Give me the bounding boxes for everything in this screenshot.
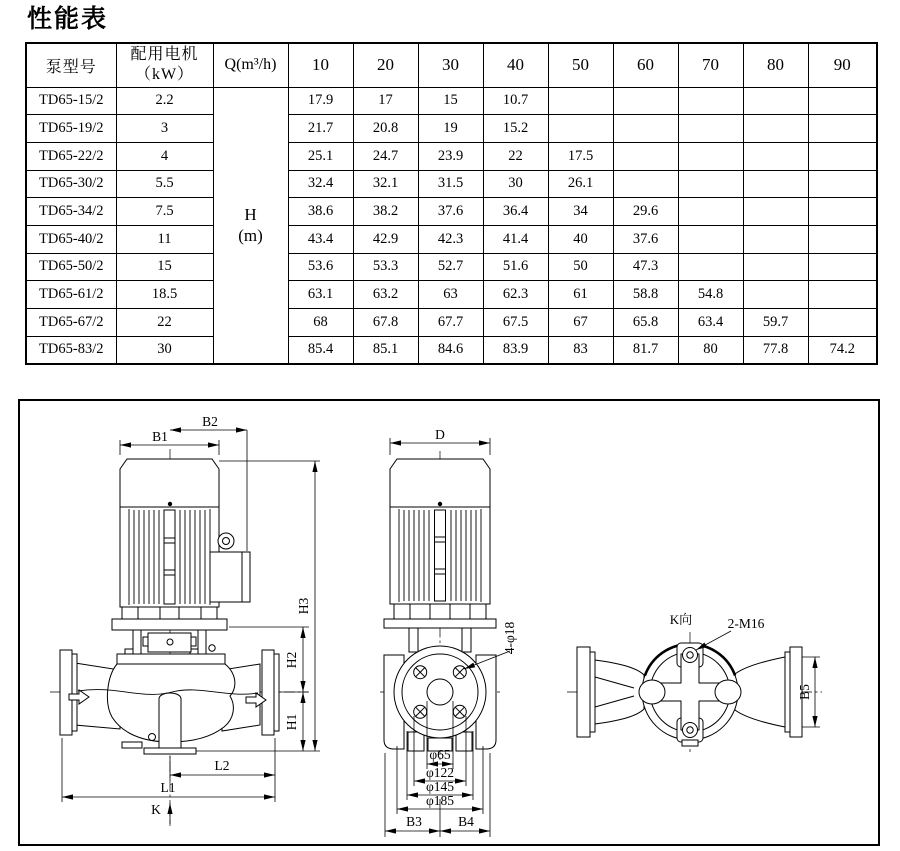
cell-power: 22 [116, 309, 213, 337]
cell-value [613, 115, 678, 143]
head-symbol: H [244, 204, 257, 224]
table-row [26, 115, 877, 143]
drain-plug [149, 734, 156, 741]
front-view [380, 427, 517, 837]
stool-column [133, 630, 141, 654]
col-header-q70: 70 [678, 43, 743, 87]
cell-model: TD65-67/2 [26, 309, 116, 337]
cell-model: TD65-83/2 [26, 336, 116, 364]
cell-value [808, 115, 877, 143]
cell-model: TD65-34/2 [26, 198, 116, 226]
dim-label-b4: B4 [458, 814, 474, 829]
dim-label-phi185: φ185 [425, 793, 455, 808]
cell-value: 85.4 [288, 336, 353, 364]
motor-center-channel [164, 510, 175, 604]
cell-value: 62.3 [483, 281, 548, 309]
cell-value [743, 225, 808, 253]
cell-value [743, 198, 808, 226]
cell-value: 40 [548, 225, 613, 253]
dimension-drawing-panel [18, 399, 880, 846]
table-row [26, 87, 877, 115]
cell-value: 43.4 [288, 225, 353, 253]
col-header-q60: 60 [613, 43, 678, 87]
head-unit: (m) [238, 226, 263, 246]
cell-value: 30 [483, 170, 548, 198]
cell-value [743, 115, 808, 143]
cell-value: 20.8 [353, 115, 418, 143]
cell-value: 83 [548, 336, 613, 364]
dim-label-l2: L2 [214, 758, 230, 773]
cell-power: 11 [116, 225, 213, 253]
stool-column [462, 628, 471, 652]
cell-value: 53.3 [353, 253, 418, 281]
discharge-flange [262, 650, 274, 735]
table-header-row [26, 43, 877, 87]
table-row [26, 198, 877, 226]
cell-value: 25.1 [288, 142, 353, 170]
col-header-q90: 90 [808, 43, 877, 87]
m16-leader [696, 631, 731, 650]
cell-value [808, 170, 877, 198]
cell-value: 67 [548, 309, 613, 337]
cell-value: 17 [353, 87, 418, 115]
cell-value [678, 115, 743, 143]
cell-value: 67.5 [483, 309, 548, 337]
cell-value [743, 281, 808, 309]
cell-value: 29.6 [613, 198, 678, 226]
cell-value [743, 253, 808, 281]
cell-value: 19 [418, 115, 483, 143]
cell-value [548, 87, 613, 115]
dim-label-d: D [435, 427, 445, 442]
cell-value: 67.7 [418, 309, 483, 337]
cell-power: 15 [116, 253, 213, 281]
casing-leg [408, 732, 424, 751]
cell-value: 63.2 [353, 281, 418, 309]
col-header-flow: Q(m³/h) [213, 43, 288, 87]
cell-value: 38.2 [353, 198, 418, 226]
cell-value: 63.4 [678, 309, 743, 337]
cell-value: 36.4 [483, 198, 548, 226]
cell-value [808, 309, 877, 337]
cell-value [678, 142, 743, 170]
table-row [26, 142, 877, 170]
dim-label-b1: B1 [152, 429, 168, 444]
cell-model: TD65-15/2 [26, 87, 116, 115]
motor-foot [470, 604, 486, 619]
motor-foot [394, 604, 410, 619]
col-header-q50: 50 [548, 43, 613, 87]
cell-value: 77.8 [743, 336, 808, 364]
cell-value [808, 142, 877, 170]
cell-value [678, 253, 743, 281]
table-row [26, 253, 877, 281]
cell-value: 67.8 [353, 309, 418, 337]
terminal-box [210, 552, 250, 602]
cell-value: 42.3 [418, 225, 483, 253]
k-direction-view [567, 612, 822, 752]
cell-value: 24.7 [353, 142, 418, 170]
pump-drawing [20, 401, 878, 844]
cell-value: 68 [288, 309, 353, 337]
view-arrow-label-k: K [151, 802, 161, 817]
col-header-motor [116, 43, 213, 87]
cell-value: 37.6 [418, 198, 483, 226]
cell-value: 41.4 [483, 225, 548, 253]
motor-foot [201, 607, 217, 619]
cell-value [678, 170, 743, 198]
shaft-center-mark [438, 502, 442, 506]
page-title: 性能表 [27, 5, 109, 33]
rib-end-right [715, 680, 741, 704]
coupling-bolt [167, 639, 173, 645]
dim-label-phi122: φ122 [425, 765, 455, 780]
cell-value: 37.6 [613, 225, 678, 253]
dim-label-bolt-holes: 4-φ18 [502, 621, 517, 655]
cell-model: TD65-30/2 [26, 170, 116, 198]
cell-value: 34 [548, 198, 613, 226]
cell-value [808, 253, 877, 281]
stool-bolt [143, 637, 148, 646]
cell-value: 84.6 [418, 336, 483, 364]
cell-value: 81.7 [613, 336, 678, 364]
cell-value [613, 170, 678, 198]
cell-value: 58.8 [613, 281, 678, 309]
cell-value [678, 198, 743, 226]
casing-leg [456, 732, 472, 751]
stool-bolt [191, 637, 196, 646]
motor-fan-cover [120, 459, 219, 507]
cell-head-unit [213, 87, 288, 364]
col-header-model: 泵型号 [26, 43, 116, 87]
col-header-q80: 80 [743, 43, 808, 87]
col-header-q40: 40 [483, 43, 548, 87]
dim-label-m16: 2-M16 [727, 616, 765, 631]
cell-value: 51.6 [483, 253, 548, 281]
cell-value [808, 198, 877, 226]
cell-value: 61 [548, 281, 613, 309]
motor-flange-plate [112, 619, 227, 630]
cell-value: 23.9 [418, 142, 483, 170]
cell-value: 15.2 [483, 115, 548, 143]
cell-power: 4 [116, 142, 213, 170]
cell-model: TD65-61/2 [26, 281, 116, 309]
table-row [26, 309, 877, 337]
cell-value: 17.9 [288, 87, 353, 115]
dim-label-h3: H3 [296, 597, 311, 615]
cell-value: 53.6 [288, 253, 353, 281]
cell-value: 42.9 [353, 225, 418, 253]
pipe-left [595, 660, 644, 724]
cell-value [678, 87, 743, 115]
dim-label-b5: B5 [797, 684, 812, 700]
col-header-q10: 10 [288, 43, 353, 87]
table-row [26, 336, 877, 364]
vent-plug [209, 645, 215, 651]
col-header-motor-line2: （kW） [134, 66, 195, 84]
motor-foot [122, 607, 138, 619]
table-row [26, 225, 877, 253]
cell-model: TD65-40/2 [26, 225, 116, 253]
cell-value: 32.1 [353, 170, 418, 198]
cell-value: 63 [418, 281, 483, 309]
left-foot [122, 742, 142, 748]
col-header-q20: 20 [353, 43, 418, 87]
cell-value: 59.7 [743, 309, 808, 337]
pipe-right [735, 657, 785, 727]
col-header-motor-line1: 配用电机 [130, 46, 199, 64]
cell-power: 7.5 [116, 198, 213, 226]
cell-power: 18.5 [116, 281, 213, 309]
cell-value: 52.7 [418, 253, 483, 281]
cell-value [743, 87, 808, 115]
table-row [26, 170, 877, 198]
rib-end-left [639, 680, 665, 704]
cell-value [613, 87, 678, 115]
dim-label-b3: B3 [406, 814, 422, 829]
bottom-tab [682, 740, 698, 746]
support-pedestal [159, 693, 181, 751]
casing-cover-plate [117, 654, 225, 664]
dim-label-phi65: φ65 [429, 747, 451, 762]
pipe-flange-left [577, 647, 590, 737]
cell-value: 80 [678, 336, 743, 364]
cell-power: 30 [116, 336, 213, 364]
cell-value: 22 [483, 142, 548, 170]
suction-flange [60, 650, 72, 735]
cell-model: TD65-22/2 [26, 142, 116, 170]
cell-value: 65.8 [613, 309, 678, 337]
cell-value: 85.1 [353, 336, 418, 364]
motor-foot [160, 607, 179, 619]
stool-column [198, 630, 206, 654]
motor-flange-plate [384, 619, 496, 628]
cell-power: 5.5 [116, 170, 213, 198]
cell-value: 10.7 [483, 87, 548, 115]
stool-column [409, 628, 418, 652]
dim-label-h1: H1 [284, 713, 299, 731]
dim-label-phi145: φ145 [425, 779, 455, 794]
cell-value [808, 225, 877, 253]
shaft-center-mark [168, 502, 172, 506]
cell-value [743, 170, 808, 198]
cell-value: 17.5 [548, 142, 613, 170]
cell-value [743, 142, 808, 170]
col-header-q30: 30 [418, 43, 483, 87]
cell-model: TD65-19/2 [26, 115, 116, 143]
cell-model: TD65-50/2 [26, 253, 116, 281]
pedestal-foot [144, 748, 196, 754]
dim-label-h2: H2 [284, 651, 299, 669]
cell-value [548, 115, 613, 143]
cell-value: 21.7 [288, 115, 353, 143]
cell-value: 26.1 [548, 170, 613, 198]
shaft-boss [427, 679, 453, 705]
cell-value: 15 [418, 87, 483, 115]
cell-value: 74.2 [808, 336, 877, 364]
performance-table [25, 42, 878, 365]
cell-value: 32.4 [288, 170, 353, 198]
cell-value: 50 [548, 253, 613, 281]
view-title-k: K向 [669, 612, 693, 627]
motor-foot [430, 604, 450, 619]
cell-value [613, 142, 678, 170]
motor-fan-cover [390, 459, 490, 507]
motor-center-channel [435, 510, 446, 601]
cell-power: 3 [116, 115, 213, 143]
cell-value: 54.8 [678, 281, 743, 309]
cell-value [808, 87, 877, 115]
cell-value: 47.3 [613, 253, 678, 281]
cell-power: 2.2 [116, 87, 213, 115]
table-row [26, 281, 877, 309]
cell-value: 38.6 [288, 198, 353, 226]
cell-value: 83.9 [483, 336, 548, 364]
cell-value [678, 225, 743, 253]
cell-value [808, 281, 877, 309]
side-view [50, 414, 320, 826]
cell-value: 31.5 [418, 170, 483, 198]
dim-label-b2: B2 [202, 414, 218, 429]
cell-value: 63.1 [288, 281, 353, 309]
dim-label-l1: L1 [160, 780, 176, 795]
